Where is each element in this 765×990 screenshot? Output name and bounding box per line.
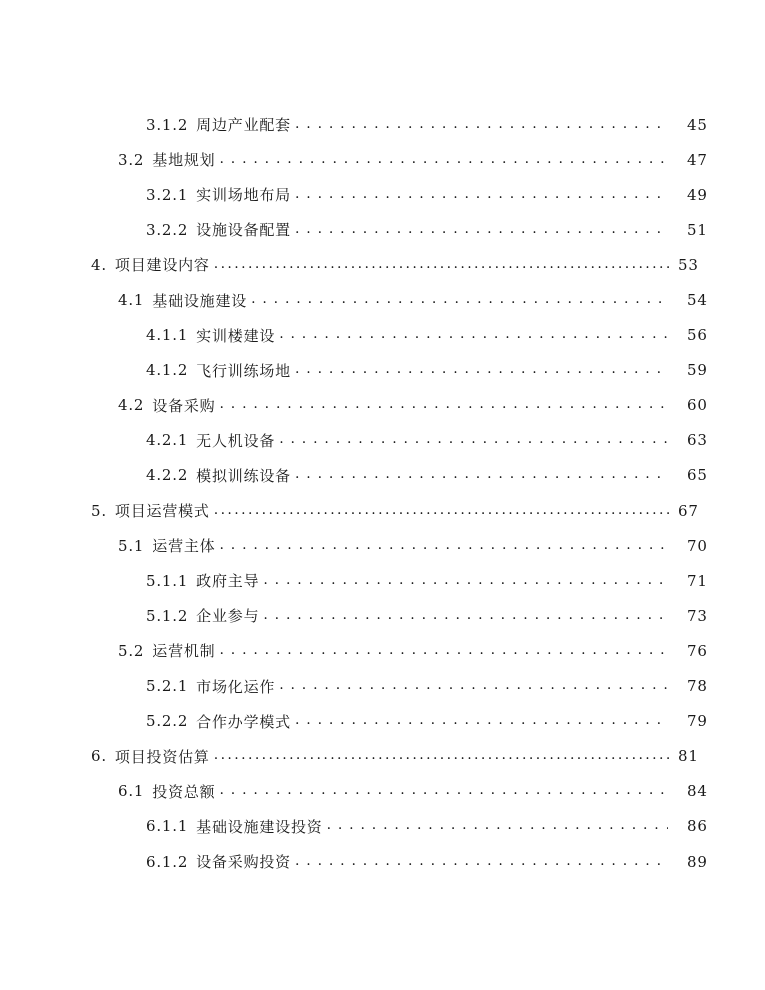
- toc-entry-page: 45: [687, 115, 708, 134]
- toc-dot-leader: [219, 151, 668, 169]
- toc-entry-page: 51: [687, 220, 708, 239]
- toc-entry-title: 项目建设内容: [114, 256, 210, 275]
- toc-entry-title: 运营主体: [152, 537, 216, 556]
- toc-entry-number: 3.1.2: [146, 115, 189, 134]
- toc-entry-page: 49: [687, 185, 708, 204]
- toc-entry-number: 5.2.2: [146, 712, 189, 731]
- toc-entry-number: 4.1: [118, 291, 145, 310]
- toc-entry-title: 基础设施建设: [152, 291, 248, 310]
- toc-dot-leader: [295, 361, 668, 379]
- toc-entry-title: 运营机制: [152, 642, 216, 661]
- toc-entry-number: 3.2.1: [146, 185, 189, 204]
- toc-dot-leader: [214, 747, 672, 765]
- toc-entry-page: 86: [687, 817, 708, 836]
- toc-entry[interactable]: [0, 318, 765, 353]
- toc-entry[interactable]: [0, 142, 765, 177]
- toc-entry-number: 4.1.2: [146, 361, 189, 380]
- toc-dot-leader: [279, 431, 668, 449]
- toc-entry-page: 76: [687, 641, 708, 660]
- toc-entry[interactable]: [0, 107, 765, 142]
- toc-entry-number: 5.1.2: [146, 606, 189, 625]
- toc-entry-page: 79: [687, 712, 708, 731]
- toc-entry[interactable]: [0, 423, 765, 458]
- toc-dot-leader: [295, 221, 668, 239]
- toc-dot-leader: [263, 607, 668, 625]
- toc-entry-page: 56: [687, 326, 708, 345]
- toc-entry[interactable]: [0, 353, 765, 388]
- toc-entry[interactable]: [0, 177, 765, 212]
- toc-dot-leader: [219, 642, 668, 660]
- toc-entry[interactable]: [0, 809, 765, 844]
- toc-entry-number: 6.1.2: [146, 852, 189, 871]
- toc-entry-page: 47: [687, 150, 708, 169]
- toc-entry-title: 实训楼建设: [196, 326, 276, 345]
- toc-entry-title: 周边产业配套: [196, 116, 291, 135]
- toc-entry-number: 4.2.1: [146, 431, 189, 450]
- toc-entry-title: 飞行训练场地: [196, 361, 291, 380]
- toc-entry-page: 70: [687, 536, 708, 555]
- toc-entry[interactable]: [0, 528, 765, 563]
- toc-entry-number: 5.1.1: [146, 571, 189, 590]
- toc-dot-leader: [219, 396, 668, 414]
- toc-entry[interactable]: [0, 844, 765, 879]
- toc-dot-leader: [295, 116, 668, 134]
- toc-dot-leader: [263, 572, 668, 590]
- toc-dot-leader: [219, 782, 668, 800]
- toc-entry-number: 4.: [91, 255, 107, 274]
- toc-entry-title: 无人机设备: [196, 431, 276, 450]
- toc-entry-number: 4.1.1: [146, 326, 189, 345]
- toc-entry-page: 73: [687, 606, 708, 625]
- toc-entry-title: 设备采购: [152, 396, 216, 415]
- toc-dot-leader: [327, 817, 668, 835]
- toc-entry[interactable]: [0, 669, 765, 704]
- toc-entry[interactable]: [0, 563, 765, 598]
- toc-entry-page: 84: [687, 782, 708, 801]
- toc-entry-title: 基地规划: [152, 151, 216, 170]
- toc-entry-number: 5.2.1: [146, 677, 189, 696]
- toc-entry-page: 71: [687, 571, 708, 590]
- toc-entry-title: 基础设施建设投资: [196, 817, 323, 836]
- toc-entry-number: 5.1: [118, 536, 145, 555]
- toc-entry[interactable]: [0, 388, 765, 423]
- toc-entry-title: 投资总额: [152, 782, 216, 801]
- toc-entry-page: 89: [687, 852, 708, 871]
- toc-entry-number: 6.: [91, 747, 107, 766]
- toc-entry-title: 项目投资估算: [114, 747, 210, 766]
- toc-entry[interactable]: [0, 633, 765, 668]
- toc-entry-page: 63: [687, 431, 708, 450]
- toc-entry[interactable]: [0, 774, 765, 809]
- toc-entry[interactable]: [0, 282, 765, 317]
- toc-entry[interactable]: [0, 212, 765, 247]
- toc-dot-leader: [295, 712, 668, 730]
- toc-entry-title: 设备采购投资: [196, 853, 291, 872]
- toc-entry-page: 54: [687, 291, 708, 310]
- toc-entry-number: 6.1.1: [146, 817, 189, 836]
- toc-entry-title: 合作办学模式: [196, 712, 291, 731]
- toc-entry[interactable]: [0, 458, 765, 493]
- toc-entry-title: 模拟训练设备: [196, 466, 291, 485]
- toc-entry[interactable]: [0, 247, 765, 282]
- toc-dot-leader: [279, 677, 668, 695]
- toc-entry[interactable]: [0, 739, 765, 774]
- toc-entry-title: 市场化运作: [196, 677, 276, 696]
- toc-entry-title: 设施设备配置: [196, 221, 291, 240]
- toc-entry[interactable]: [0, 598, 765, 633]
- toc-dot-leader: [295, 853, 668, 871]
- toc-entry-title: 实训场地布局: [196, 186, 291, 205]
- toc-entry[interactable]: [0, 704, 765, 739]
- toc-entry-number: 5.: [91, 501, 107, 520]
- toc-entry-number: 4.2.2: [146, 466, 189, 485]
- toc-entry-page: 60: [687, 396, 708, 415]
- toc-entry-number: 4.2: [118, 396, 145, 415]
- toc-dot-leader: [214, 502, 672, 520]
- toc-entry-number: 5.2: [118, 641, 145, 660]
- toc-entry-title: 企业参与: [196, 607, 260, 626]
- toc-dot-leader: [295, 186, 668, 204]
- toc-dot-leader: [251, 291, 668, 309]
- table-of-contents: [0, 107, 765, 879]
- toc-entry-title: 项目运营模式: [114, 502, 210, 521]
- toc-entry-page: 78: [687, 677, 708, 696]
- toc-entry-page: 67: [678, 501, 699, 520]
- toc-entry-page: 81: [678, 747, 699, 766]
- toc-entry-page: 59: [687, 361, 708, 380]
- toc-entry[interactable]: [0, 493, 765, 528]
- toc-entry-number: 6.1: [118, 782, 145, 801]
- toc-dot-leader: [295, 466, 668, 484]
- toc-entry-number: 3.2.2: [146, 220, 189, 239]
- toc-entry-page: 53: [678, 255, 699, 274]
- toc-dot-leader: [214, 256, 672, 274]
- toc-entry-number: 3.2: [118, 150, 145, 169]
- toc-dot-leader: [219, 537, 668, 555]
- toc-entry-title: 政府主导: [196, 572, 260, 591]
- toc-entry-page: 65: [687, 466, 708, 485]
- toc-dot-leader: [279, 326, 668, 344]
